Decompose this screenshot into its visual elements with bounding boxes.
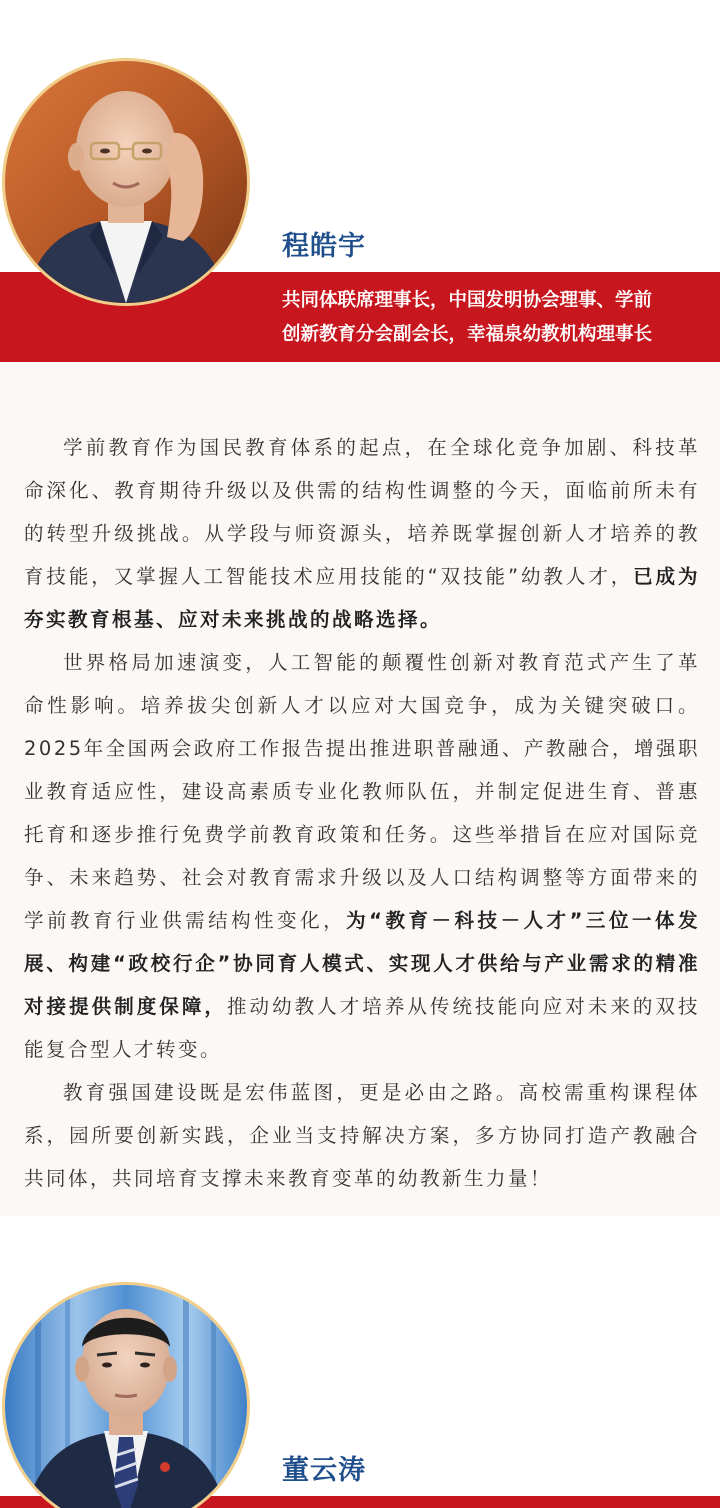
portrait-photo (5, 61, 247, 303)
paragraph-text: 学前教育作为国民教育体系的起点，在全球化竞争加剧、科技革命深化、教育期待升级以及供需的结构性调整的今天，面临前所未有的转型升级挑战。从学段与师资源头，培养既掌握创新人才培养的教育技能，又掌握人工智能技术应用技能的“双技能”幼教人才， (24, 436, 700, 588)
emphasis-text: 为“教育－科技－人才”三位一体发展、构建“政校行企”协同育人模式、实现人才供给与产业需求的精准对接提供制度保障， (24, 909, 700, 1018)
person-name: 程皓宇 (282, 231, 366, 262)
avatar (2, 58, 250, 306)
avatar (2, 1282, 250, 1508)
profile-card (0, 0, 720, 362)
title-line: 共同体联席理事长，中国发明协会理事、学前 (282, 290, 653, 311)
paragraph-text: 教育强国建设既是宏伟蓝图，更是必由之路。高校需重构课程体系，园所要创新实践，企业当支持解决方案，多方协同打造产教融合共同体，共同培育支撑未来教育变革的幼教新生力量！ (24, 1081, 700, 1190)
paragraph (24, 1071, 700, 1200)
profile-card (0, 1270, 720, 1508)
person-titles (282, 284, 708, 352)
paragraph-text: 推动幼教人才培养从传统技能向应对未来的双技能复合型人才转变。 (24, 995, 700, 1061)
person-name: 董云涛 (282, 1455, 366, 1486)
article-body (0, 362, 720, 1216)
paragraph-text: 世界格局加速演变，人工智能的颠覆性创新对教育范式产生了革命性影响。培养拔尖创新人才以应对大国竞争，成为关键突破口。2025年全国两会政府工作报告提出推进职普融通、产教融合，增强职业教育适应性，建设高素质专业化教师队伍，并制定促进生育、普惠托育和逐步推行免费学前教育政策和任务。这些举措旨在应对国际竞争、未来趋势、社会对教育需求升级以及人口结构调整等方面带来的学前教育行业供需结构性变化， (24, 651, 700, 932)
paragraph (24, 426, 700, 641)
article-text (24, 426, 700, 1200)
portrait-photo (5, 1285, 247, 1508)
title-line: 创新教育分会副会长，幸福泉幼教机构理事长 (282, 324, 653, 345)
emphasis-text: 已成为夯实教育根基、应对未来挑战的战略选择。 (24, 565, 700, 631)
paragraph (24, 641, 700, 1071)
